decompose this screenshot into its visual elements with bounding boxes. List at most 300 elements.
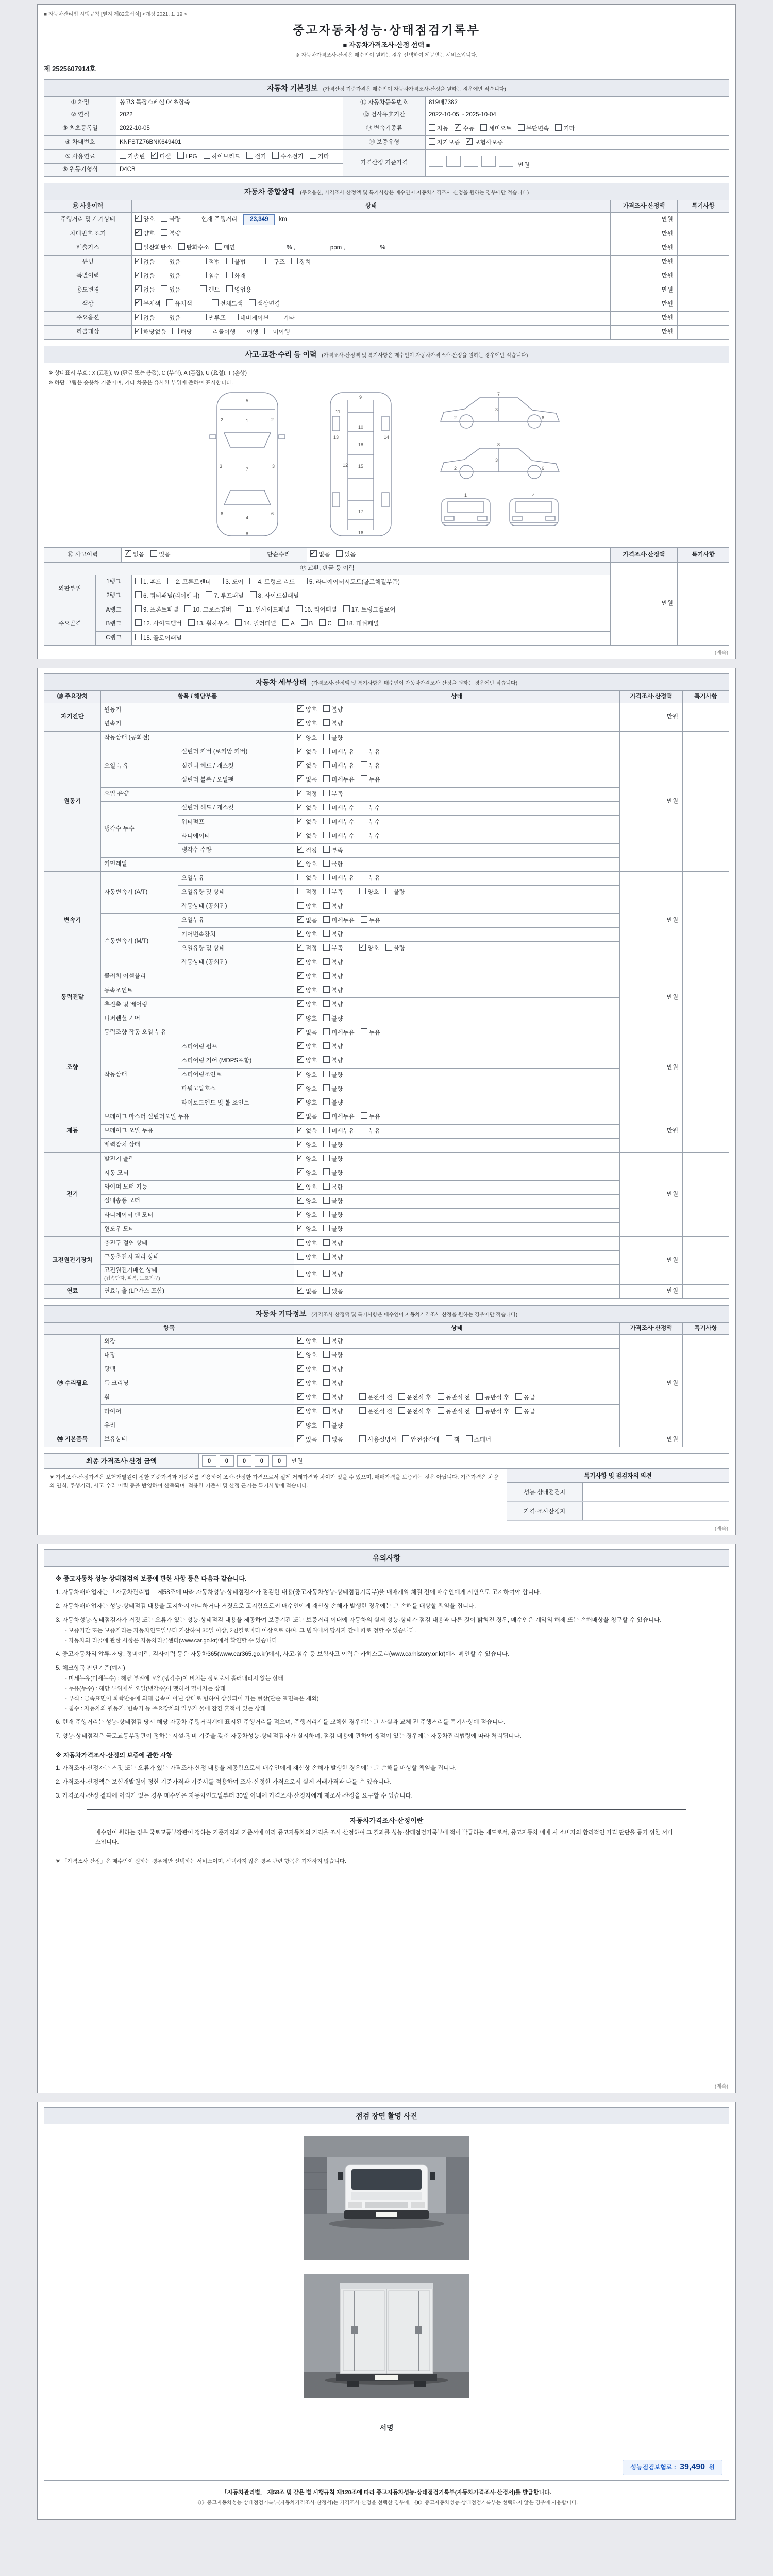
checkbox-checked-icon[interactable] — [297, 1197, 304, 1204]
checkbox-option[interactable] — [480, 124, 511, 133]
checkbox-option[interactable] — [297, 818, 317, 827]
checkbox-option[interactable] — [359, 944, 379, 953]
checkbox-option[interactable] — [297, 1407, 317, 1416]
checkbox-icon[interactable] — [338, 619, 345, 626]
checkbox-icon[interactable] — [238, 605, 244, 612]
checkbox-icon[interactable] — [282, 619, 289, 626]
checkbox-icon[interactable] — [361, 1028, 367, 1035]
checkbox-icon[interactable] — [476, 1393, 483, 1400]
remark-cell[interactable] — [683, 1026, 729, 1110]
checkbox-option[interactable] — [151, 152, 171, 161]
checkbox-icon[interactable] — [323, 1379, 330, 1386]
checkbox-option[interactable] — [297, 1239, 317, 1248]
remark-cell[interactable] — [683, 731, 729, 872]
checkbox-icon[interactable] — [226, 258, 233, 264]
checkbox-option[interactable] — [226, 258, 246, 267]
checkbox-icon[interactable] — [215, 243, 222, 250]
checkbox-option[interactable] — [297, 1028, 317, 1038]
checkbox-option[interactable] — [161, 215, 180, 224]
checkbox-option[interactable] — [402, 1435, 440, 1445]
final-price-digit-boxes[interactable] — [202, 1458, 290, 1464]
checkbox-option[interactable] — [167, 578, 211, 587]
checkbox-icon[interactable] — [323, 1407, 330, 1414]
checkbox-option[interactable] — [204, 152, 241, 161]
checkbox-option[interactable] — [264, 328, 290, 337]
checkbox-icon[interactable] — [166, 299, 173, 306]
checkbox-icon[interactable] — [135, 619, 142, 626]
checkbox-option[interactable] — [232, 314, 269, 323]
checkbox-icon[interactable] — [438, 1393, 444, 1400]
checkbox-checked-icon[interactable] — [297, 860, 304, 867]
checkbox-option[interactable] — [120, 152, 145, 161]
checkbox-icon[interactable] — [323, 1270, 330, 1277]
checkbox-option[interactable] — [361, 1028, 380, 1038]
checkbox-icon[interactable] — [323, 972, 330, 979]
checkbox-option[interactable] — [336, 550, 356, 560]
checkbox-icon[interactable] — [291, 258, 298, 264]
checkbox-icon[interactable] — [296, 605, 303, 612]
checkbox-option[interactable] — [297, 1141, 317, 1150]
checkbox-option[interactable] — [297, 916, 317, 925]
checkbox-icon[interactable] — [515, 1393, 522, 1400]
remark-cell[interactable] — [683, 1236, 729, 1284]
checkbox-option[interactable] — [361, 1112, 380, 1122]
checkbox-option[interactable] — [323, 846, 343, 855]
checkbox-icon[interactable] — [272, 152, 279, 159]
checkbox-option[interactable] — [518, 124, 549, 133]
checkbox-icon[interactable] — [476, 1407, 483, 1414]
price-cell[interactable]: 만원 — [611, 297, 678, 311]
remark-cell[interactable] — [683, 970, 729, 1026]
checkbox-option[interactable] — [297, 1127, 317, 1136]
checkbox-icon[interactable] — [297, 888, 304, 894]
checkbox-option[interactable] — [161, 285, 180, 295]
checkbox-icon[interactable] — [323, 1028, 330, 1035]
checkbox-icon[interactable] — [206, 591, 212, 598]
checkbox-option[interactable] — [361, 761, 380, 771]
price-cell[interactable]: 만원 — [620, 1110, 683, 1153]
checkbox-option[interactable] — [323, 1141, 343, 1150]
checkbox-option[interactable] — [323, 748, 354, 757]
checkbox-option[interactable] — [297, 930, 317, 939]
checkbox-option[interactable] — [323, 1253, 343, 1262]
checkbox-option[interactable] — [291, 258, 311, 267]
checkbox-icon[interactable] — [323, 1042, 330, 1049]
checkbox-option[interactable] — [297, 1337, 317, 1346]
checkbox-option[interactable] — [323, 790, 343, 799]
checkbox-option[interactable] — [135, 619, 182, 629]
checkbox-icon[interactable] — [310, 152, 316, 159]
price-digit-box[interactable] — [446, 156, 461, 167]
price-digit-box[interactable] — [499, 156, 513, 167]
checkbox-icon[interactable] — [150, 550, 157, 557]
checkbox-option[interactable] — [297, 1435, 317, 1445]
checkbox-option[interactable] — [297, 986, 317, 995]
checkbox-checked-icon[interactable] — [310, 550, 317, 557]
price-cell[interactable]: 만원 — [620, 1284, 683, 1298]
checkbox-option[interactable] — [135, 215, 155, 224]
checkbox-icon[interactable] — [323, 1239, 330, 1246]
checkbox-option[interactable] — [429, 124, 448, 133]
checkbox-option[interactable] — [297, 1183, 317, 1192]
checkbox-option[interactable] — [297, 1098, 317, 1108]
checkbox-icon[interactable] — [200, 258, 207, 264]
checkbox-option[interactable] — [297, 790, 317, 799]
checkbox-icon[interactable] — [217, 578, 224, 584]
checkbox-option[interactable] — [135, 243, 172, 252]
checkbox-icon[interactable] — [323, 1000, 330, 1007]
checkbox-option[interactable] — [323, 804, 354, 813]
checkbox-option[interactable] — [297, 734, 317, 743]
checkbox-option[interactable] — [297, 1287, 317, 1296]
checkbox-option[interactable] — [323, 888, 343, 897]
checkbox-option[interactable] — [135, 229, 155, 239]
checkbox-icon[interactable] — [429, 138, 435, 145]
checkbox-option[interactable] — [297, 1211, 317, 1220]
checkbox-option[interactable] — [323, 1042, 343, 1052]
checkbox-checked-icon[interactable] — [297, 1098, 304, 1105]
checkbox-option[interactable] — [323, 1127, 354, 1136]
checkbox-option[interactable] — [323, 1287, 343, 1296]
checkbox-checked-icon[interactable] — [297, 734, 304, 740]
checkbox-option[interactable] — [272, 152, 303, 161]
checkbox-option[interactable] — [297, 1270, 317, 1279]
checkbox-option[interactable] — [359, 1407, 392, 1416]
price-cell[interactable]: 만원 — [611, 255, 678, 269]
checkbox-checked-icon[interactable] — [297, 818, 304, 824]
checkbox-option[interactable] — [361, 748, 380, 757]
checkbox-icon[interactable] — [466, 1435, 473, 1442]
checkbox-checked-icon[interactable] — [297, 1351, 304, 1358]
checkbox-option[interactable] — [476, 1407, 509, 1416]
checkbox-icon[interactable] — [323, 1351, 330, 1358]
remark-cell[interactable] — [683, 1433, 729, 1447]
checkbox-checked-icon[interactable] — [455, 124, 461, 131]
checkbox-option[interactable] — [297, 1253, 317, 1262]
price-cell[interactable]: 만원 — [611, 241, 678, 255]
checkbox-icon[interactable] — [232, 314, 239, 320]
checkbox-icon[interactable] — [323, 874, 330, 880]
checkbox-icon[interactable] — [323, 705, 330, 712]
checkbox-option[interactable] — [323, 1112, 354, 1122]
checkbox-option[interactable] — [135, 272, 155, 281]
checkbox-icon[interactable] — [226, 272, 233, 278]
checkbox-option[interactable] — [323, 1084, 343, 1094]
checkbox-icon[interactable] — [323, 1197, 330, 1204]
price-cell[interactable]: 만원 — [620, 703, 683, 732]
price-digit-box[interactable]: 0 — [220, 1455, 234, 1467]
checkbox-checked-icon[interactable] — [135, 328, 142, 334]
remark-cell[interactable] — [678, 283, 729, 297]
checkbox-checked-icon[interactable] — [297, 1183, 304, 1190]
price-cell[interactable]: 만원 — [611, 212, 678, 227]
checkbox-icon[interactable] — [297, 874, 304, 880]
price-cell[interactable]: 만원 — [611, 283, 678, 297]
checkbox-icon[interactable] — [323, 1253, 330, 1260]
mileage-value-box[interactable]: 23,349 — [243, 214, 275, 225]
checkbox-option[interactable] — [297, 1168, 317, 1178]
checkbox-option[interactable] — [323, 1351, 343, 1360]
checkbox-option[interactable] — [297, 804, 317, 813]
checkbox-checked-icon[interactable] — [297, 1393, 304, 1400]
checkbox-icon[interactable] — [323, 1112, 330, 1119]
checkbox-icon[interactable] — [398, 1407, 405, 1414]
checkbox-icon[interactable] — [135, 605, 142, 612]
checkbox-icon[interactable] — [361, 775, 367, 782]
remark-cell[interactable] — [678, 269, 729, 283]
checkbox-icon[interactable] — [161, 314, 167, 320]
checkbox-option[interactable] — [177, 152, 197, 161]
checkbox-icon[interactable] — [275, 314, 281, 320]
checkbox-checked-icon[interactable] — [135, 258, 142, 264]
checkbox-icon[interactable] — [359, 1407, 366, 1414]
checkbox-icon[interactable] — [361, 761, 367, 768]
checkbox-icon[interactable] — [323, 1211, 330, 1217]
checkbox-checked-icon[interactable] — [297, 1127, 304, 1133]
checkbox-icon[interactable] — [172, 328, 179, 334]
checkbox-option[interactable] — [310, 550, 330, 560]
checkbox-option[interactable] — [161, 314, 180, 323]
checkbox-option[interactable] — [226, 272, 246, 281]
checkbox-icon[interactable] — [161, 229, 167, 236]
checkbox-icon[interactable] — [343, 605, 350, 612]
checkbox-option[interactable] — [297, 1365, 317, 1375]
checkbox-checked-icon[interactable] — [297, 790, 304, 796]
checkbox-icon[interactable] — [323, 719, 330, 726]
checkbox-option[interactable] — [125, 550, 144, 560]
checkbox-option[interactable] — [161, 258, 180, 267]
checkbox-checked-icon[interactable] — [297, 1042, 304, 1049]
checkbox-checked-icon[interactable] — [297, 846, 304, 853]
checkbox-option[interactable] — [385, 888, 405, 897]
checkbox-icon[interactable] — [235, 619, 242, 626]
checkbox-icon[interactable] — [323, 1071, 330, 1077]
checkbox-option[interactable] — [135, 285, 155, 295]
checkbox-option[interactable] — [323, 972, 343, 981]
checkbox-icon[interactable] — [177, 152, 184, 159]
remark-cell[interactable] — [678, 241, 729, 255]
checkbox-icon[interactable] — [297, 1239, 304, 1246]
checkbox-checked-icon[interactable] — [297, 748, 304, 754]
checkbox-icon[interactable] — [323, 860, 330, 867]
checkbox-icon[interactable] — [135, 591, 142, 598]
final-price-value-cell[interactable] — [199, 1454, 729, 1469]
checkbox-checked-icon[interactable] — [135, 285, 142, 292]
checkbox-option[interactable] — [323, 958, 343, 968]
checkbox-icon[interactable] — [323, 1155, 330, 1161]
checkbox-option[interactable] — [297, 748, 317, 757]
checkbox-option[interactable] — [476, 1393, 509, 1402]
checkbox-option[interactable] — [361, 832, 380, 841]
checkbox-icon[interactable] — [135, 578, 142, 584]
checkbox-checked-icon[interactable] — [135, 229, 142, 236]
checkbox-option[interactable] — [184, 605, 231, 615]
checkbox-icon[interactable] — [361, 874, 367, 880]
checkbox-icon[interactable] — [323, 958, 330, 965]
checkbox-checked-icon[interactable] — [297, 958, 304, 965]
checkbox-option[interactable] — [359, 1435, 396, 1445]
checkbox-checked-icon[interactable] — [297, 1379, 304, 1386]
checkbox-option[interactable] — [398, 1393, 431, 1402]
checkbox-checked-icon[interactable] — [135, 299, 142, 306]
checkbox-option[interactable] — [323, 1056, 343, 1065]
checkbox-icon[interactable] — [161, 272, 167, 278]
checkbox-icon[interactable] — [301, 619, 308, 626]
checkbox-icon[interactable] — [188, 619, 195, 626]
checkbox-option[interactable] — [361, 818, 380, 827]
checkbox-option[interactable] — [297, 705, 317, 715]
price-digit-box[interactable] — [481, 156, 496, 167]
checkbox-option[interactable] — [161, 272, 180, 281]
checkbox-option[interactable] — [297, 944, 317, 953]
checkbox-icon[interactable] — [361, 748, 367, 754]
price-digit-box[interactable]: 0 — [202, 1455, 216, 1467]
checkbox-icon[interactable] — [323, 734, 330, 740]
checkbox-icon[interactable] — [297, 1253, 304, 1260]
checkbox-option[interactable] — [361, 916, 380, 925]
checkbox-icon[interactable] — [135, 634, 142, 640]
checkbox-icon[interactable] — [323, 916, 330, 923]
checkbox-checked-icon[interactable] — [297, 705, 304, 712]
checkbox-option[interactable] — [161, 229, 180, 239]
checkbox-icon[interactable] — [323, 888, 330, 894]
checkbox-option[interactable] — [323, 1155, 343, 1164]
checkbox-option[interactable] — [135, 299, 160, 309]
base-price-digit-boxes[interactable] — [429, 162, 516, 168]
checkbox-icon[interactable] — [212, 299, 219, 306]
checkbox-icon[interactable] — [323, 775, 330, 782]
checkbox-option[interactable] — [323, 761, 354, 771]
checkbox-option[interactable] — [323, 1183, 343, 1192]
checkbox-option[interactable] — [323, 1014, 343, 1024]
checkbox-checked-icon[interactable] — [297, 1211, 304, 1217]
checkbox-icon[interactable] — [161, 215, 167, 222]
checkbox-icon[interactable] — [323, 1084, 330, 1091]
checkbox-checked-icon[interactable] — [297, 1071, 304, 1077]
checkbox-option[interactable] — [297, 1379, 317, 1388]
checkbox-option[interactable] — [250, 591, 299, 601]
checkbox-option[interactable] — [359, 888, 379, 897]
checkbox-icon[interactable] — [204, 152, 210, 159]
checkbox-icon[interactable] — [264, 328, 271, 334]
checkbox-checked-icon[interactable] — [359, 944, 366, 951]
checkbox-icon[interactable] — [250, 591, 257, 598]
blank-entry-line[interactable] — [257, 243, 283, 249]
checkbox-option[interactable] — [323, 705, 343, 715]
checkbox-option[interactable] — [297, 888, 317, 897]
checkbox-option[interactable] — [135, 634, 182, 643]
checkbox-checked-icon[interactable] — [151, 152, 158, 159]
checkbox-option[interactable] — [297, 1056, 317, 1065]
checkbox-icon[interactable] — [323, 1393, 330, 1400]
checkbox-option[interactable] — [282, 619, 295, 629]
checkbox-option[interactable] — [323, 1379, 343, 1388]
checkbox-icon[interactable] — [265, 258, 272, 264]
checkbox-icon[interactable] — [385, 944, 392, 951]
checkbox-option[interactable] — [446, 1435, 460, 1445]
checkbox-option[interactable] — [323, 1435, 343, 1445]
remark-cell[interactable] — [683, 1153, 729, 1237]
checkbox-option[interactable] — [215, 243, 235, 252]
checkbox-icon[interactable] — [323, 761, 330, 768]
checkbox-option[interactable] — [297, 1393, 317, 1402]
checkbox-option[interactable] — [323, 1407, 343, 1416]
checkbox-option[interactable] — [249, 299, 280, 309]
checkbox-checked-icon[interactable] — [297, 1014, 304, 1021]
checkbox-option[interactable] — [429, 138, 460, 147]
checkbox-option[interactable] — [297, 832, 317, 841]
checkbox-option[interactable] — [238, 605, 290, 615]
checkbox-checked-icon[interactable] — [297, 1287, 304, 1294]
checkbox-option[interactable] — [297, 1014, 317, 1024]
checkbox-option[interactable] — [212, 299, 243, 309]
checkbox-option[interactable] — [235, 619, 276, 629]
remark-cell[interactable] — [683, 1110, 729, 1153]
checkbox-icon[interactable] — [249, 578, 256, 584]
remark-cell[interactable] — [678, 311, 729, 325]
checkbox-checked-icon[interactable] — [297, 775, 304, 782]
remark-cell[interactable] — [683, 703, 729, 732]
appraiser-value[interactable] — [583, 1502, 729, 1521]
remark-cell[interactable] — [678, 212, 729, 227]
checkbox-icon[interactable] — [323, 818, 330, 824]
checkbox-option[interactable] — [323, 1168, 343, 1178]
checkbox-option[interactable] — [135, 591, 199, 601]
checkbox-icon[interactable] — [323, 902, 330, 909]
price-cell[interactable]: 만원 — [620, 970, 683, 1026]
checkbox-option[interactable] — [301, 619, 313, 629]
checkbox-option[interactable] — [323, 986, 343, 995]
checkbox-checked-icon[interactable] — [297, 916, 304, 923]
checkbox-option[interactable] — [438, 1407, 470, 1416]
remark-cell[interactable] — [683, 1335, 729, 1433]
price-cell[interactable]: 만원 — [620, 872, 683, 970]
checkbox-option[interactable] — [178, 243, 209, 252]
checkbox-icon[interactable] — [246, 152, 253, 159]
checkbox-option[interactable] — [135, 314, 155, 323]
checkbox-option[interactable] — [188, 619, 229, 629]
checkbox-icon[interactable] — [385, 888, 392, 894]
checkbox-icon[interactable] — [323, 1421, 330, 1428]
checkbox-icon[interactable] — [323, 1168, 330, 1175]
checkbox-icon[interactable] — [446, 1435, 452, 1442]
checkbox-checked-icon[interactable] — [297, 1435, 304, 1442]
checkbox-icon[interactable] — [323, 846, 330, 853]
price-cell[interactable]: 만원 — [620, 731, 683, 872]
checkbox-checked-icon[interactable] — [135, 314, 142, 320]
checkbox-option[interactable] — [226, 285, 251, 295]
checkbox-option[interactable] — [359, 1393, 392, 1402]
checkbox-option[interactable] — [466, 1435, 491, 1445]
checkbox-option[interactable] — [249, 578, 295, 587]
checkbox-icon[interactable] — [323, 748, 330, 754]
checkbox-option[interactable] — [206, 591, 243, 601]
signature-box[interactable] — [44, 2418, 729, 2481]
checkbox-option[interactable] — [200, 285, 220, 295]
checkbox-option[interactable] — [323, 734, 343, 743]
checkbox-option[interactable] — [555, 124, 575, 133]
checkbox-option[interactable] — [297, 1421, 317, 1431]
checkbox-checked-icon[interactable] — [125, 550, 131, 557]
checkbox-option[interactable] — [323, 1270, 343, 1279]
checkbox-checked-icon[interactable] — [297, 804, 304, 810]
checkbox-checked-icon[interactable] — [297, 1155, 304, 1161]
checkbox-icon[interactable] — [361, 1127, 367, 1133]
checkbox-option[interactable] — [323, 719, 343, 728]
checkbox-icon[interactable] — [323, 944, 330, 951]
checkbox-option[interactable] — [135, 605, 178, 615]
checkbox-option[interactable] — [323, 1239, 343, 1248]
